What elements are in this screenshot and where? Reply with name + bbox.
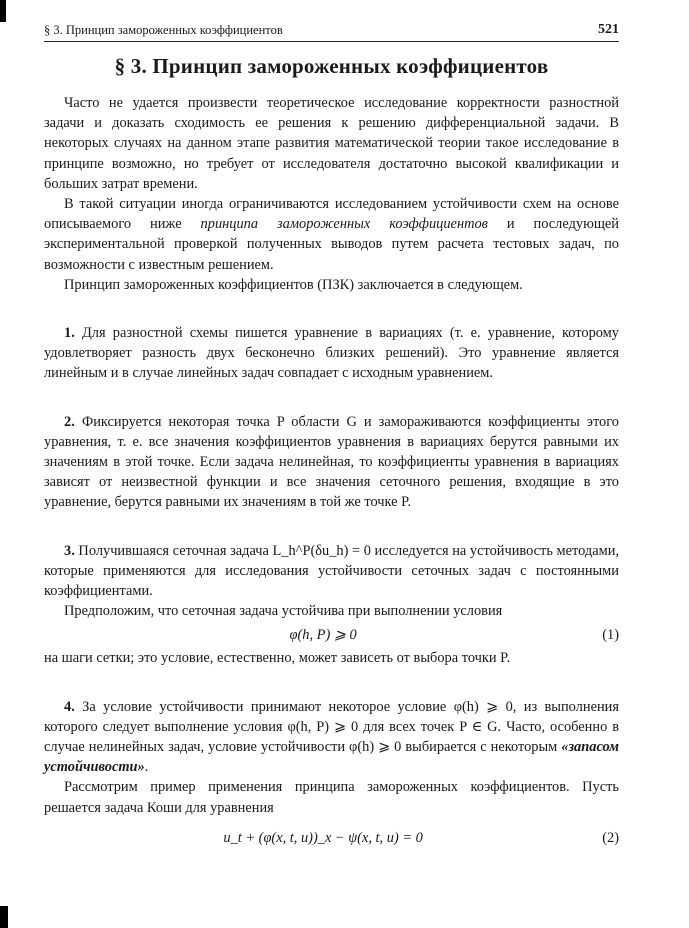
formula-1 bbox=[44, 627, 619, 644]
formula-2 bbox=[44, 830, 619, 847]
running-head-title: § 3. Принцип замороженных коэффициентов bbox=[44, 23, 283, 37]
step-4-number: 4. bbox=[64, 698, 75, 715]
stability-margin-term: «запасом устойчивости» bbox=[44, 739, 619, 776]
scan-mark-bottom bbox=[0, 906, 8, 928]
step-3-number: 3. bbox=[64, 542, 75, 559]
formula-2-number: (2) bbox=[602, 829, 619, 846]
step-2-number: 2. bbox=[64, 413, 75, 430]
step-3 bbox=[44, 541, 619, 602]
page-number: 521 bbox=[598, 22, 619, 37]
step-4-text-start: За условие устойчивости принимают некоторое условие φ(h) ⩾ 0, из выполнения которого следует выполнение условия φ(h, P) ⩾ 0 для всех точек P ∈ G. Часто, особенно в случае нелинейных задач, условие устойчивости φ(h) ⩾ 0 выбирается с некоторым bbox=[44, 698, 619, 756]
running-head bbox=[44, 22, 619, 42]
formula-2-expression: u_t + (φ(x, t, u))_x − ψ(x, t, u) = 0 bbox=[223, 829, 423, 846]
paragraph-situation-end: и последующей экспериментальной проверкой полученных выводов путем расчета тестовых задач, по возможности с известным решением. bbox=[44, 216, 620, 273]
book-page bbox=[44, 22, 619, 851]
paragraph-situation-start: В такой ситуации иногда ограничиваются исследованием устойчивости схем на основе описываемого ниже bbox=[44, 196, 619, 233]
term-frozen-coefficients: принципа замороженных коэффициентов bbox=[200, 216, 488, 233]
formula-1-number: (1) bbox=[602, 627, 619, 644]
paragraph-intro: Часто не удается произвести теоретическое исследование корректности разностной задачи и доказать сходимость ее решения к решению дифференциальной задачи. В некоторых случаях на данном этапе развития математической теории такое исследование в принципе возможно, но требует от исследователя достаточно высокой квалификации и больших затрат времени. bbox=[44, 95, 619, 192]
step-2 bbox=[44, 412, 619, 513]
section-title: § 3. Принцип замороженных коэффициентов bbox=[114, 54, 549, 78]
step-4 bbox=[44, 697, 619, 778]
step-4-text-end: . bbox=[144, 759, 149, 776]
paragraph-grid-steps: на шаги сетки; это условие, естественно, может зависеть от выбора точки P. bbox=[44, 650, 511, 667]
step-1-text: Для разностной схемы пишется уравнение в вариациях (т. е. уравнение, которому удовлетворяет разность двух бесконечно близких решений). Это уравнение является линейным и в случае линейных задач совпадает с исходным уравнением. bbox=[44, 325, 619, 382]
formula-1-expression: φ(h, P) ⩾ 0 bbox=[289, 627, 357, 644]
step-2-text: Фиксируется некоторая точка P области G и замораживаются коэффициенты этого уравнения, т. е. все значения коэффициентов уравнения в вариациях берутся равными их значениям в этой точке. Если задача нелинейная, то коэффициенты уравнения в вариациях зависят от неизвестной функции и все значения сеточного решения, входящие в это уравнение, берутся равными их значениям в той же точке P. bbox=[44, 413, 619, 511]
step-1-number: 1. bbox=[64, 325, 75, 342]
paragraph-assume: Предположим, что сеточная задача устойчива при выполнении условия bbox=[64, 603, 503, 620]
scan-mark-top bbox=[0, 0, 6, 22]
step-3-text: Получившаяся сеточная задача L_h^P(δu_h) = 0 исследуется на устойчивость методами, которые применяются для исследования устойчивости сеточных задач с постоянными коэффициентами. bbox=[44, 542, 619, 600]
paragraph-principle: Принцип замороженных коэффициентов (ПЗК) заключается в следующем. bbox=[64, 276, 523, 293]
paragraph-example: Рассмотрим пример применения принципа замороженных коэффициентов. Пусть решается задача Коши для уравнения bbox=[44, 779, 619, 816]
paragraph-situation bbox=[44, 194, 619, 275]
step-1 bbox=[44, 323, 619, 384]
